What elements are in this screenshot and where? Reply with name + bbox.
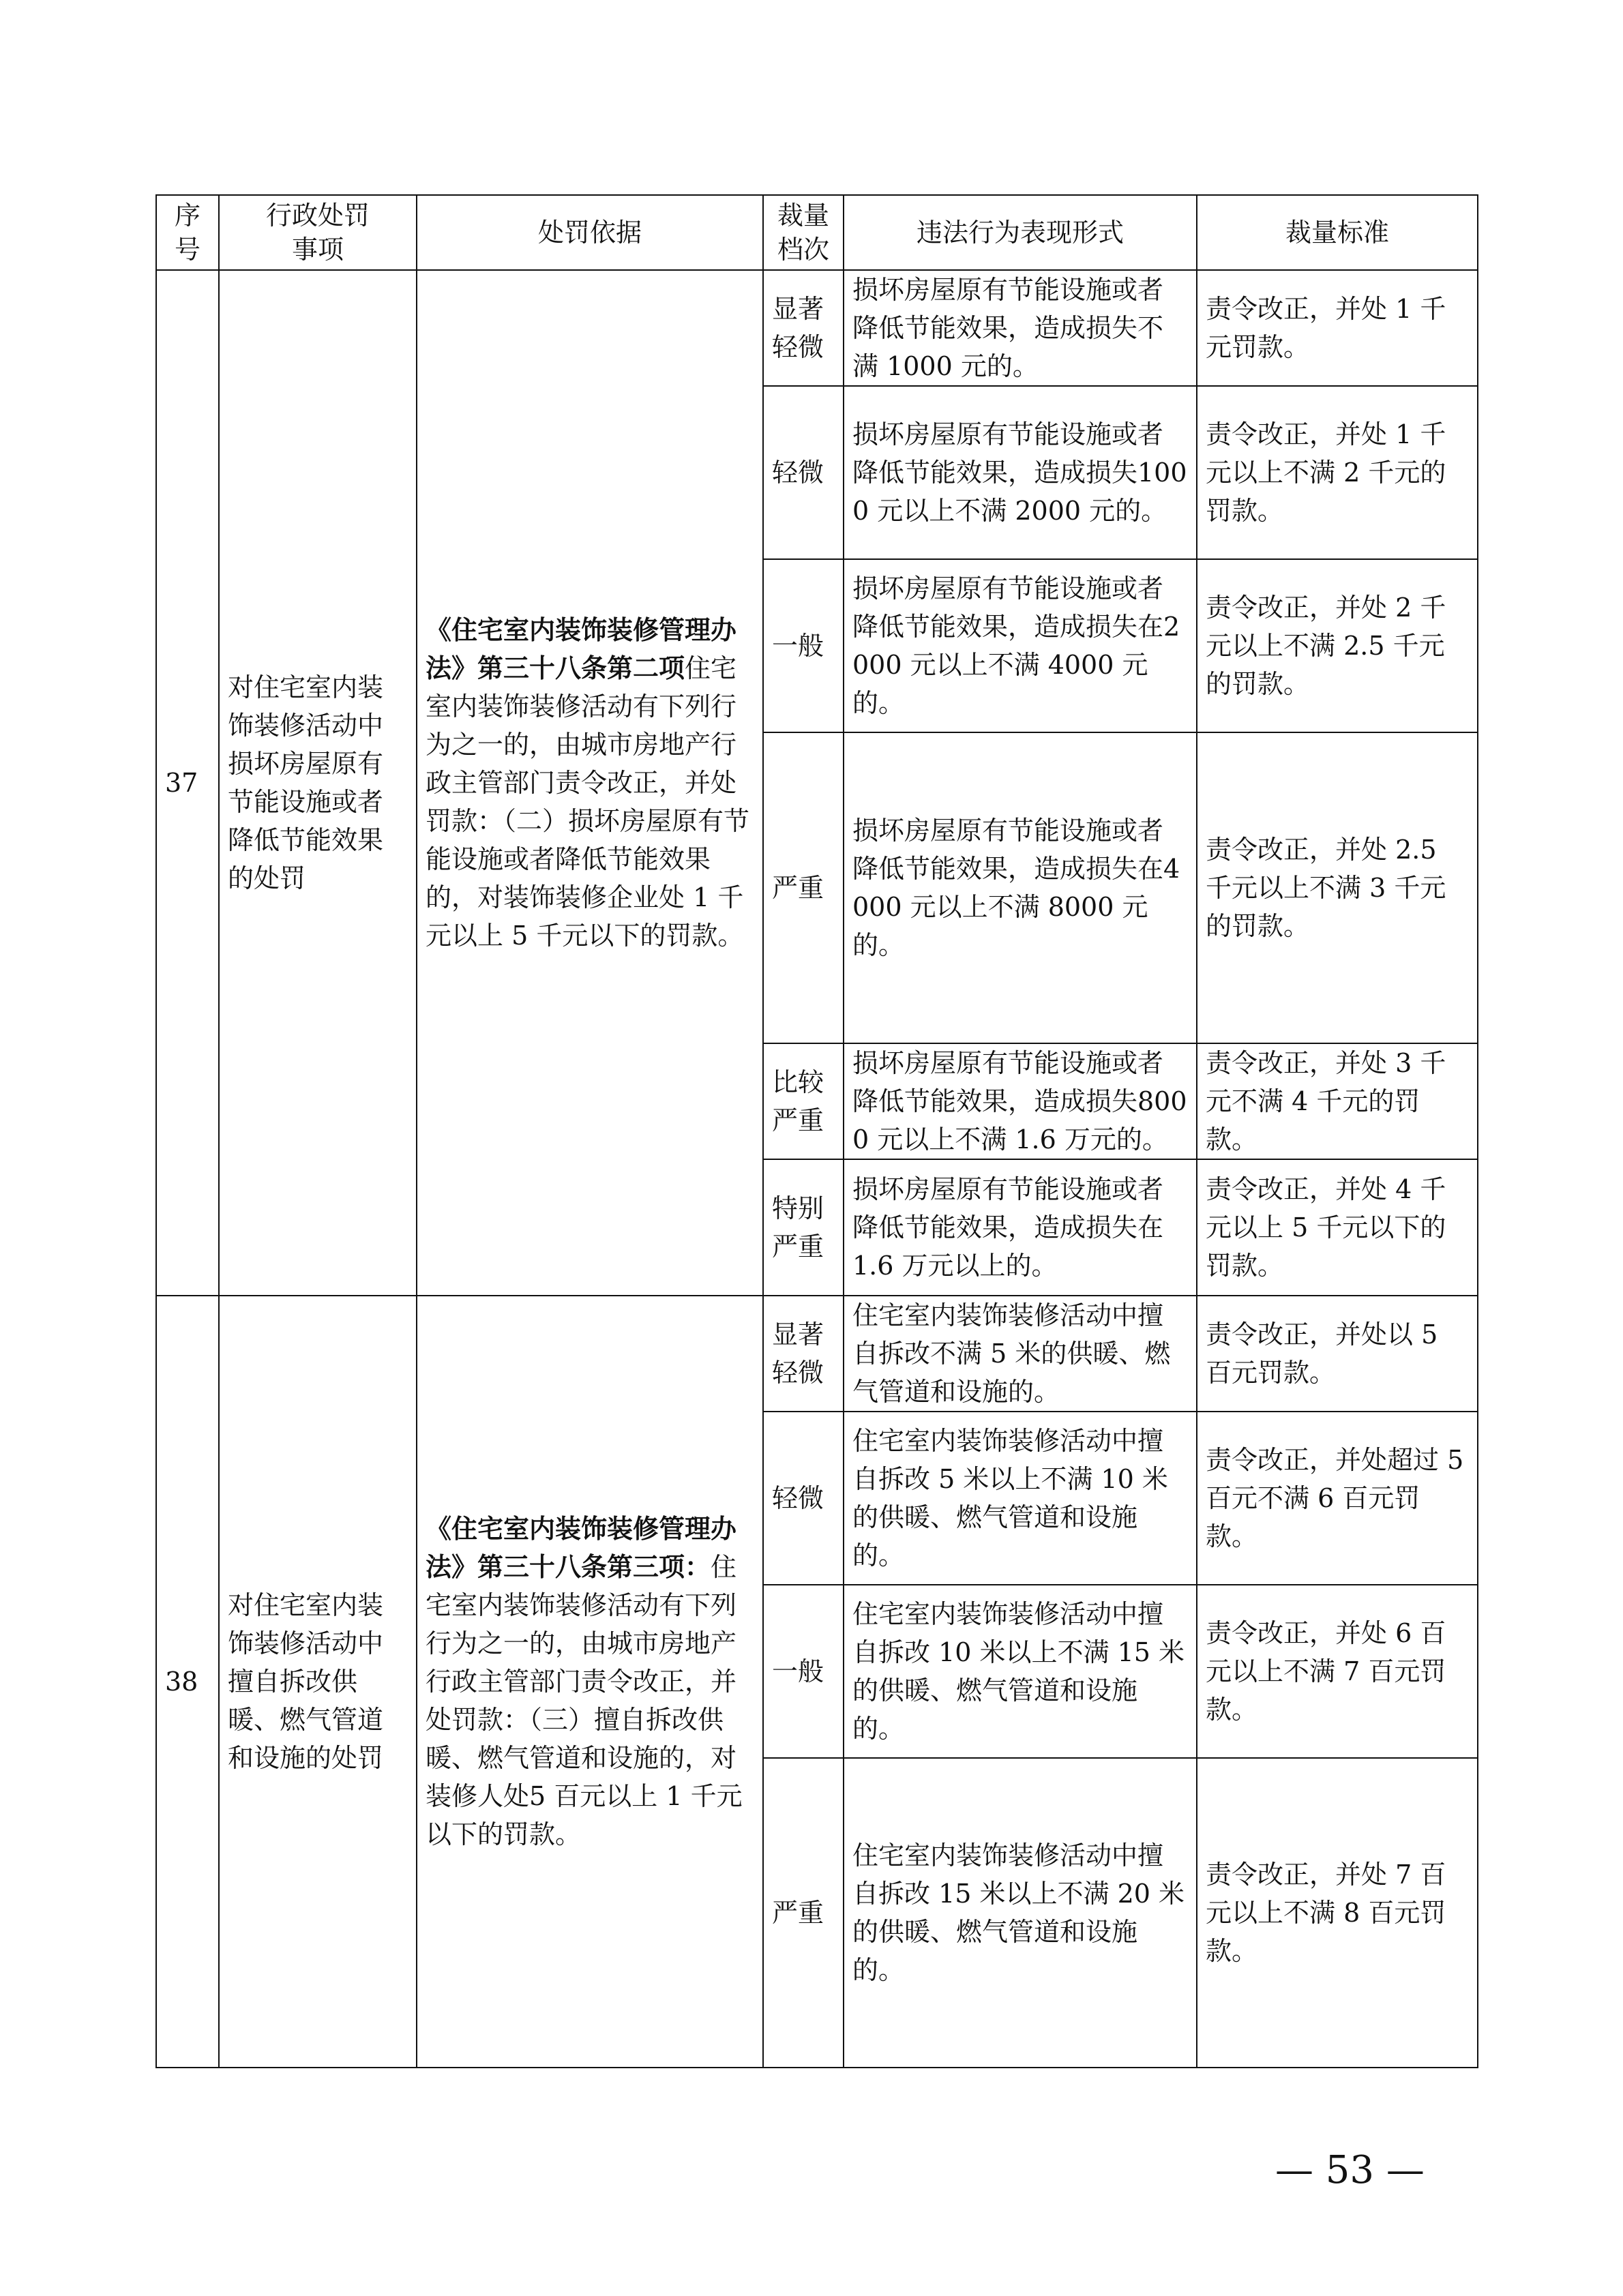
discretion-standard: 责令改正，并处 6 百元以上不满 7 百元罚款。 [1197, 1585, 1478, 1758]
row-number: 37 [156, 270, 219, 1296]
discretion-level: 一般 [763, 559, 844, 732]
header-level: 裁量 档次 [763, 195, 844, 270]
discretion-standard: 责令改正，并处 4 千元以上 5 千元以下的罚款。 [1197, 1159, 1478, 1296]
discretion-level: 一般 [763, 1585, 844, 1758]
violation-behavior: 损坏房屋原有节能设施或者降低节能效果，造成损失在 1.6 万元以上的。 [844, 1159, 1197, 1296]
header-behavior: 违法行为表现形式 [844, 195, 1197, 270]
discretion-standard: 责令改正，并处 1 千元罚款。 [1197, 270, 1478, 386]
violation-behavior: 住宅室内装饰装修活动中擅自拆改 15 米以上不满 20 米的供暖、燃气管道和设施的。 [844, 1758, 1197, 2068]
discretion-standard: 责令改正，并处 3 千元不满 4 千元的罚款。 [1197, 1043, 1478, 1159]
discretion-level: 特别严重 [763, 1159, 844, 1296]
page-number: — 53 — [1275, 2148, 1425, 2192]
header-no: 序号 [156, 195, 219, 270]
violation-behavior: 损坏房屋原有节能设施或者降低节能效果，造成损失不满 1000 元的。 [844, 270, 1197, 386]
discretion-standard: 责令改正，并处以 5 百元罚款。 [1197, 1296, 1478, 1412]
header-standard: 裁量标准 [1197, 195, 1478, 270]
violation-behavior: 损坏房屋原有节能设施或者降低节能效果，造成损失在2000 元以上不满 4000 元的。 [844, 559, 1197, 732]
table-header-row [156, 195, 1478, 270]
discretion-level: 比较严重 [763, 1043, 844, 1159]
discretion-standard: 责令改正，并处 1 千元以上不满 2 千元的罚款。 [1197, 386, 1478, 559]
basis-body: 住宅室内装饰装修活动有下列行为之一的，由城市房地产行政主管部门责令改正，并处罚款：（三）擅自拆改供暖、燃气管道和设施的，对装修人处5 百元以上 1 千元以下的罚款。 [426, 1552, 743, 1849]
basis-title: 《住宅室内装饰装修管理办法》第三十八条第二项 [426, 614, 737, 683]
discretion-standard: 责令改正，并处 2.5 千元以上不满 3 千元的罚款。 [1197, 732, 1478, 1043]
penalty-discretion-table [155, 194, 1478, 2068]
discretion-standard: 责令改正，并处 2 千元以上不满 2.5 千元的罚款。 [1197, 559, 1478, 732]
discretion-level: 轻微 [763, 386, 844, 559]
discretion-level: 轻微 [763, 1412, 844, 1585]
violation-behavior: 住宅室内装饰装修活动中擅自拆改 10 米以上不满 15 米的供暖、燃气管道和设施的。 [844, 1585, 1197, 1758]
header-item: 行政处罚 事项 [219, 195, 417, 270]
violation-behavior: 住宅室内装饰装修活动中擅自拆改 5 米以上不满 10 米的供暖、燃气管道和设施的。 [844, 1412, 1197, 1585]
violation-behavior: 损坏房屋原有节能设施或者降低节能效果，造成损失8000 元以上不满 1.6 万元的。 [844, 1043, 1197, 1159]
discretion-level: 严重 [763, 732, 844, 1043]
discretion-level: 严重 [763, 1758, 844, 2068]
penalty-item: 对住宅室内装饰装修活动中损坏房屋原有节能设施或者降低节能效果的处罚 [219, 270, 417, 1296]
basis-title: 《住宅室内装饰装修管理办法》第三十八条第三项： [426, 1513, 737, 1582]
header-basis: 处罚依据 [417, 195, 763, 270]
discretion-standard: 责令改正，并处超过 5 百元不满 6 百元罚款。 [1197, 1412, 1478, 1585]
penalty-basis [417, 1296, 763, 2068]
penalty-basis [417, 270, 763, 1296]
violation-behavior: 住宅室内装饰装修活动中擅自拆改不满 5 米的供暖、燃气管道和设施的。 [844, 1296, 1197, 1412]
discretion-standard: 责令改正，并处 7 百元以上不满 8 百元罚款。 [1197, 1758, 1478, 2068]
violation-behavior: 损坏房屋原有节能设施或者降低节能效果，造成损失1000 元以上不满 2000 元的。 [844, 386, 1197, 559]
basis-body: 住宅室内装饰装修活动有下列行为之一的，由城市房地产行政主管部门责令改正，并处罚款：（二）损坏房屋原有节能设施或者降低节能效果的，对装饰装修企业处 1 千元以上 5 千元以下的罚款。 [426, 653, 750, 951]
table-row [156, 270, 1478, 386]
discretion-level: 显著轻微 [763, 270, 844, 386]
table-row [156, 1296, 1478, 1412]
row-number: 38 [156, 1296, 219, 2068]
penalty-item: 对住宅室内装饰装修活动中擅自拆改供暖、燃气管道和设施的处罚 [219, 1296, 417, 2068]
discretion-level: 显著轻微 [763, 1296, 844, 1412]
violation-behavior: 损坏房屋原有节能设施或者降低节能效果，造成损失在4000 元以上不满 8000 元的。 [844, 732, 1197, 1043]
